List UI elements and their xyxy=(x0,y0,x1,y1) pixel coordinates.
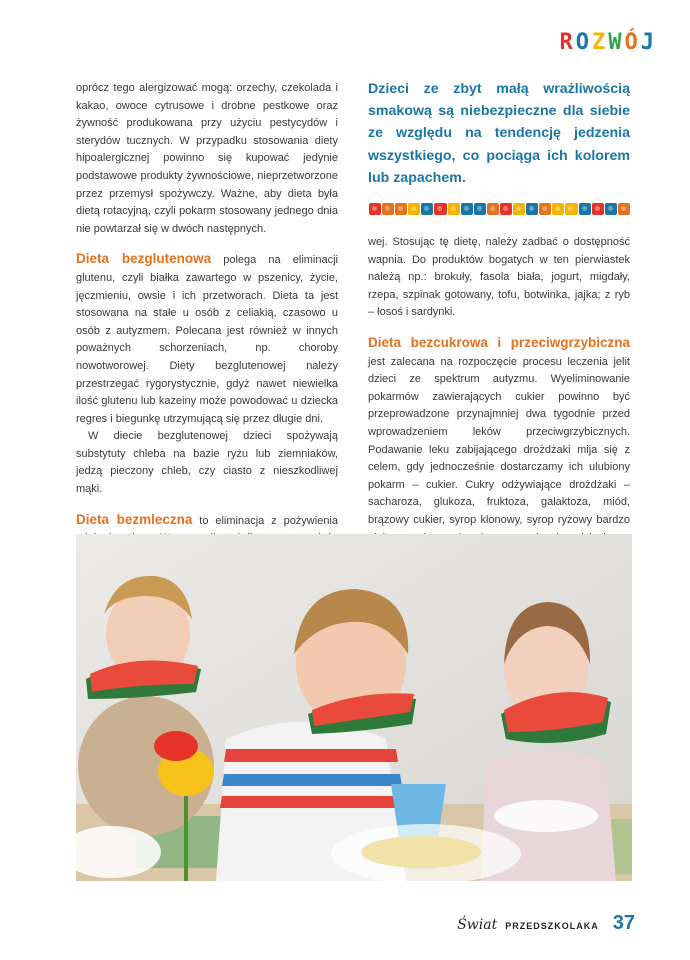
magazine-name: PRZEDSZKOLAKA xyxy=(505,921,599,931)
gluten-paragraph xyxy=(76,250,338,428)
section-logo xyxy=(560,30,657,55)
lego-brick xyxy=(461,203,473,215)
logo-letter: Z xyxy=(592,30,608,55)
pull-quote: Dzieci ze zbyt małą wrażliwością smakową są niebezpieczne dla siebie ze względu na tendencję jedzenia wszystkiego, co pociąga ich kolorem lub zapachem. xyxy=(368,81,630,186)
logo-letter: W xyxy=(608,30,624,55)
lego-brick xyxy=(421,203,433,215)
calcium-paragraph: wej. Stosując tę dietę, należy zadbać o dostępność wapnia. Do produktów bogatych w ten pierwiastek należą np.: brokuły, fasola biała, jogurt, migdały, rzepa, szpinak gotowany, tofu, botwinka, jajka; z ryb – łosoś i sardynki. xyxy=(368,236,630,319)
gluten-text: polega na eliminacji glutenu, czyli białka zawartego w pszenicy, życie, jęczmieniu, owsie i ich przetworach. Dieta ta jest stosowana na stałe u osób z celiakią, czasowo u osób z autyzmem. Polecana jest również w innych poważnych schorzeniach, np. choroby nowotworowej. Diety bezglutenowej należy przestrzegać rygorystycznie, gdyż nawet niewielka ilość glutenu lub kazeiny może powodować u dziecka regres i biegunkę utrzymującą się przez długie dni. xyxy=(76,254,338,425)
lego-brick xyxy=(539,203,551,215)
lego-brick xyxy=(434,203,446,215)
milk-heading: Dieta bezmleczna xyxy=(76,511,193,527)
sugar-text: jest zalecana na rozpoczęcie procesu leczenia jelit dzieci ze spektrum autyzmu. Wyeliminowanie pokarmów zawierających cukier powinno być przeprowadzone przynajmniej dwa tygodnie przed wprowadzeniem leków przeciwgrzybicznych. Podawanie leku zabijającego drożdżaki mija się z celem, gdy jednocześnie dostarczamy ich ulubiony pokarm – cukier. Cukry odżywiające drożdżaki – sacharoza, glukoza, fruktoza, galaktoza, miód, brązowy cukier, syrop klonowy, syrop ryżowy bardzo xyxy=(368,355,630,526)
page-footer xyxy=(457,912,635,935)
lego-brick xyxy=(369,203,381,215)
lego-brick xyxy=(382,203,394,215)
logo-letter: R xyxy=(559,30,575,55)
lego-brick xyxy=(618,203,630,215)
lego-brick xyxy=(500,203,512,215)
gluten-paragraph-2: W diecie bezglutenowej dzieci spożywają substytuty chleba na bazie ryżu lub ziemniaków, jedzą pieczony chleb, czy ciasto z nieszkodliwej mąki. xyxy=(76,430,338,496)
lego-brick xyxy=(408,203,420,215)
logo-letter: J xyxy=(640,30,656,55)
children-eating-watermelon-photo xyxy=(76,534,632,881)
sugar-heading: Dieta bezcukrowa i przeciwgrzybiczna xyxy=(368,334,630,350)
lego-brick xyxy=(592,203,604,215)
lego-brick xyxy=(565,203,577,215)
logo-letter: O xyxy=(575,30,591,55)
lego-brick xyxy=(526,203,538,215)
logo-letter: Ó xyxy=(624,30,640,55)
pull-quote-box xyxy=(368,78,630,189)
lego-brick xyxy=(605,203,617,215)
lego-brick-divider xyxy=(369,203,631,215)
gluten-heading: Dieta bezglutenowa xyxy=(76,251,212,267)
milk-text: to eliminacja z pożywienia xyxy=(199,514,338,527)
lego-brick xyxy=(579,203,591,215)
lego-brick xyxy=(487,203,499,215)
lego-brick xyxy=(395,203,407,215)
intro-paragraph: oprócz tego alergizować mogą: orzechy, czekolada i kakao, owoce cytrusowe i drobne pestkowe oraz żywność produkowana przy użyciu pestycydów i sterydów tucznych. W przypadku stosowania diety hipoalergicznej powinno się kupować jedynie podstawowe produkty żywnościowe, nieprzetworzone przez przemysł spożywczy. Ważne, aby dieta była dietą rotacyjną, czyli pokarm stosowany jednego dnia nie powtarzał się w dwóch następnych. xyxy=(76,82,338,235)
lego-brick xyxy=(448,203,460,215)
magazine-name-script: Świat xyxy=(457,917,498,933)
page-number: 37 xyxy=(612,912,635,934)
lego-brick xyxy=(552,203,564,215)
lego-brick xyxy=(513,203,525,215)
lego-brick xyxy=(474,203,486,215)
